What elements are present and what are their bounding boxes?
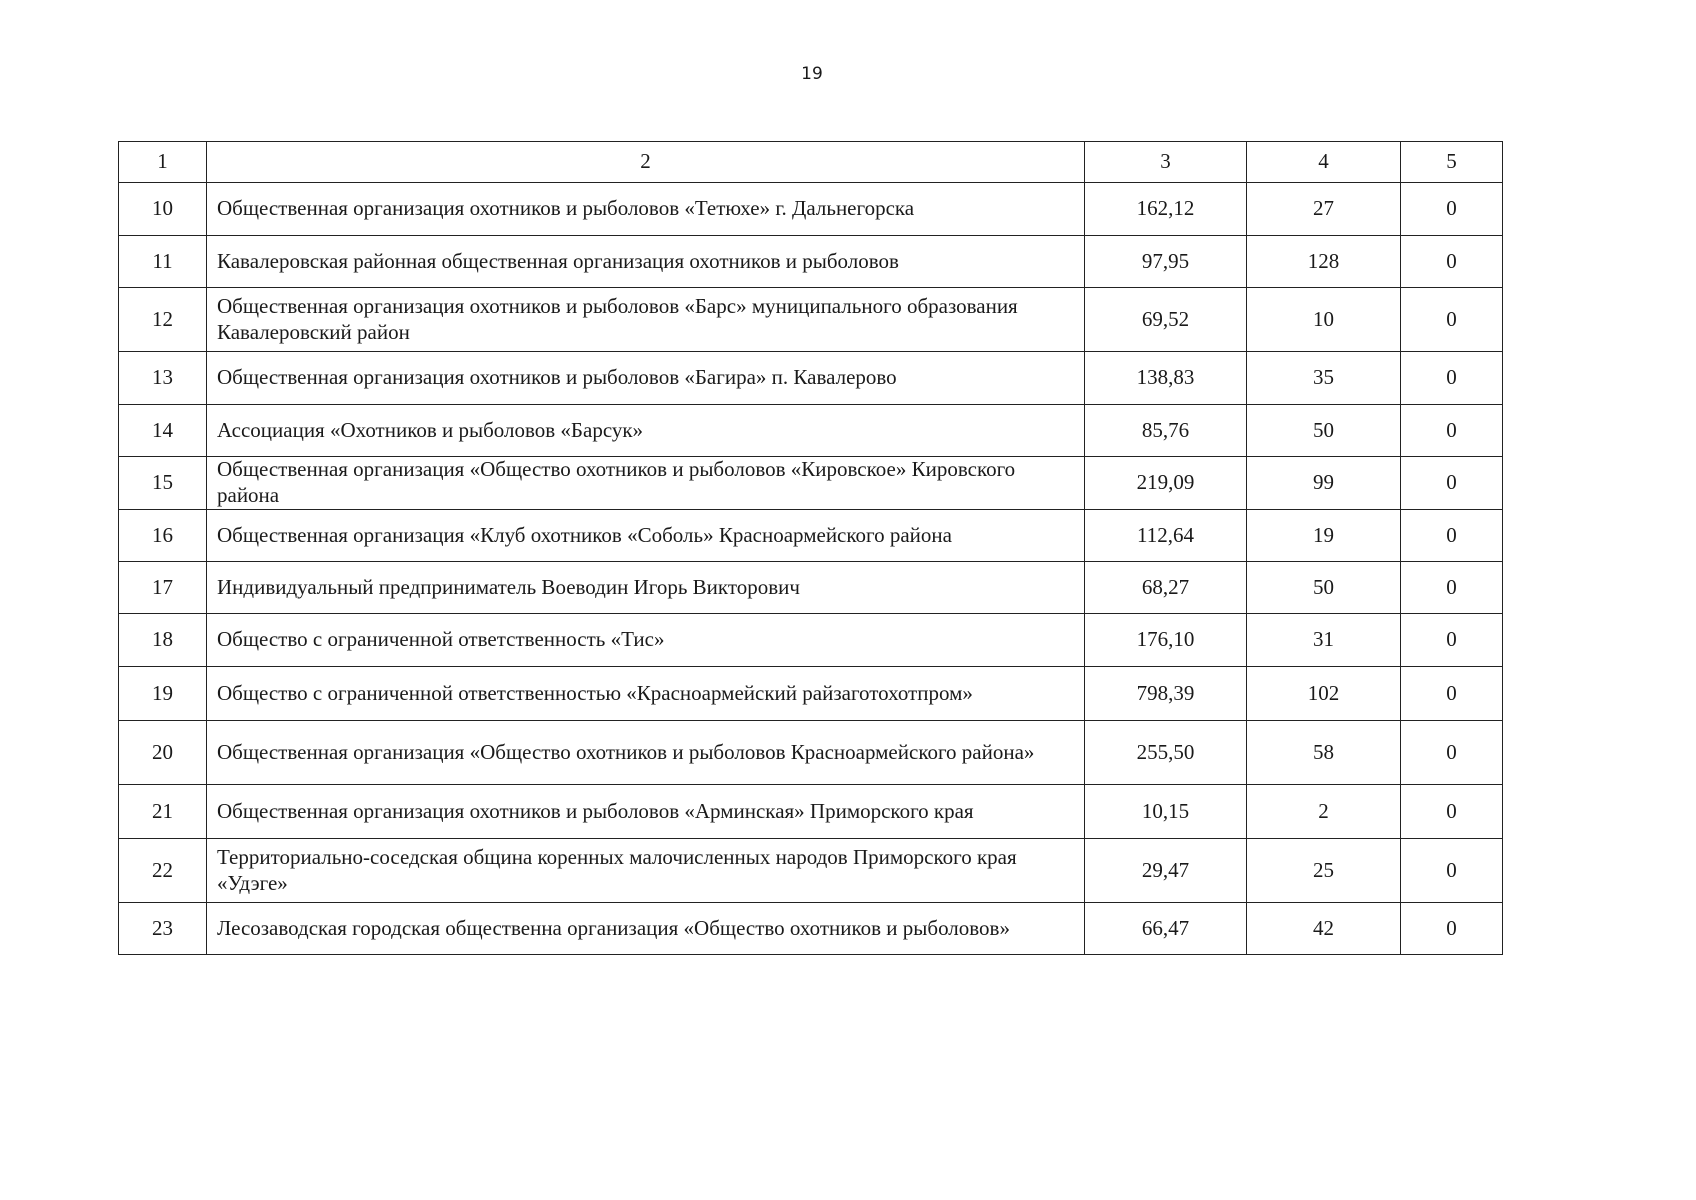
table-row <box>119 236 1503 288</box>
header-col-2: 2 <box>207 142 1085 183</box>
count-value: 35 <box>1247 352 1401 405</box>
row-number: 15 <box>119 457 207 510</box>
area-value: 112,64 <box>1085 510 1247 562</box>
organization-name: Общественная организация «Общество охотников и рыболовов Красноармейского района» <box>207 721 1085 785</box>
table-row <box>119 562 1503 614</box>
table-row <box>119 405 1503 457</box>
col5-value: 0 <box>1401 839 1503 903</box>
table-row <box>119 785 1503 839</box>
table-row <box>119 839 1503 903</box>
organization-name: Общественная организация «Клуб охотников «Соболь» Красноармейского района <box>207 510 1085 562</box>
row-number: 20 <box>119 721 207 785</box>
count-value: 128 <box>1247 236 1401 288</box>
table-row <box>119 903 1503 955</box>
table-row <box>119 667 1503 721</box>
table-row <box>119 510 1503 562</box>
header-col-4: 4 <box>1247 142 1401 183</box>
col5-value: 0 <box>1401 903 1503 955</box>
header-col-3: 3 <box>1085 142 1247 183</box>
organization-name: Территориально-соседская община коренных малочисленных народов Приморского края «Удэге» <box>207 839 1085 903</box>
row-number: 14 <box>119 405 207 457</box>
organization-name: Кавалеровская районная общественная организация охотников и рыболовов <box>207 236 1085 288</box>
page-number: 19 <box>801 64 823 84</box>
organization-name: Общественная организация охотников и рыболовов «Багира» п. Кавалерово <box>207 352 1085 405</box>
table-header-row <box>119 142 1503 183</box>
area-value: 255,50 <box>1085 721 1247 785</box>
area-value: 10,15 <box>1085 785 1247 839</box>
organization-name: Общество с ограниченной ответственностью «Красноармейский райзаготохотпром» <box>207 667 1085 721</box>
table-row <box>119 183 1503 236</box>
table-row <box>119 352 1503 405</box>
col5-value: 0 <box>1401 352 1503 405</box>
organization-name: Общество с ограниченной ответственность «Тис» <box>207 614 1085 667</box>
count-value: 31 <box>1247 614 1401 667</box>
col5-value: 0 <box>1401 183 1503 236</box>
row-number: 13 <box>119 352 207 405</box>
count-value: 25 <box>1247 839 1401 903</box>
col5-value: 0 <box>1401 785 1503 839</box>
col5-value: 0 <box>1401 562 1503 614</box>
header-col-1: 1 <box>119 142 207 183</box>
col5-value: 0 <box>1401 721 1503 785</box>
row-number: 17 <box>119 562 207 614</box>
row-number: 10 <box>119 183 207 236</box>
row-number: 16 <box>119 510 207 562</box>
data-table <box>118 141 1503 955</box>
area-value: 138,83 <box>1085 352 1247 405</box>
col5-value: 0 <box>1401 510 1503 562</box>
count-value: 2 <box>1247 785 1401 839</box>
organization-name: Общественная организация охотников и рыболовов «Барс» муниципального образования Кавалеровский район <box>207 288 1085 352</box>
count-value: 50 <box>1247 562 1401 614</box>
col5-value: 0 <box>1401 405 1503 457</box>
organization-name: Лесозаводская городская общественна организация «Общество охотников и рыболовов» <box>207 903 1085 955</box>
count-value: 27 <box>1247 183 1401 236</box>
col5-value: 0 <box>1401 236 1503 288</box>
organization-name: Индивидуальный предприниматель Воеводин Игорь Викторович <box>207 562 1085 614</box>
area-value: 798,39 <box>1085 667 1247 721</box>
table-row <box>119 614 1503 667</box>
organization-name: Общественная организация «Общество охотников и рыболовов «Кировское» Кировского района <box>207 457 1085 510</box>
row-number: 22 <box>119 839 207 903</box>
col5-value: 0 <box>1401 288 1503 352</box>
area-value: 29,47 <box>1085 839 1247 903</box>
row-number: 12 <box>119 288 207 352</box>
row-number: 23 <box>119 903 207 955</box>
area-value: 68,27 <box>1085 562 1247 614</box>
area-value: 85,76 <box>1085 405 1247 457</box>
organization-name: Общественная организация охотников и рыболовов «Арминская» Приморского края <box>207 785 1085 839</box>
area-value: 66,47 <box>1085 903 1247 955</box>
col5-value: 0 <box>1401 614 1503 667</box>
col5-value: 0 <box>1401 457 1503 510</box>
table-row <box>119 288 1503 352</box>
header-col-5: 5 <box>1401 142 1503 183</box>
count-value: 99 <box>1247 457 1401 510</box>
area-value: 162,12 <box>1085 183 1247 236</box>
count-value: 10 <box>1247 288 1401 352</box>
count-value: 50 <box>1247 405 1401 457</box>
count-value: 58 <box>1247 721 1401 785</box>
table-row <box>119 721 1503 785</box>
organization-name: Ассоциация «Охотников и рыболовов «Барсук» <box>207 405 1085 457</box>
area-value: 176,10 <box>1085 614 1247 667</box>
area-value: 97,95 <box>1085 236 1247 288</box>
count-value: 102 <box>1247 667 1401 721</box>
organization-name: Общественная организация охотников и рыболовов «Тетюхе» г. Дальнегорска <box>207 183 1085 236</box>
count-value: 42 <box>1247 903 1401 955</box>
area-value: 219,09 <box>1085 457 1247 510</box>
row-number: 18 <box>119 614 207 667</box>
row-number: 21 <box>119 785 207 839</box>
row-number: 19 <box>119 667 207 721</box>
table-row <box>119 457 1503 510</box>
row-number: 11 <box>119 236 207 288</box>
area-value: 69,52 <box>1085 288 1247 352</box>
count-value: 19 <box>1247 510 1401 562</box>
col5-value: 0 <box>1401 667 1503 721</box>
